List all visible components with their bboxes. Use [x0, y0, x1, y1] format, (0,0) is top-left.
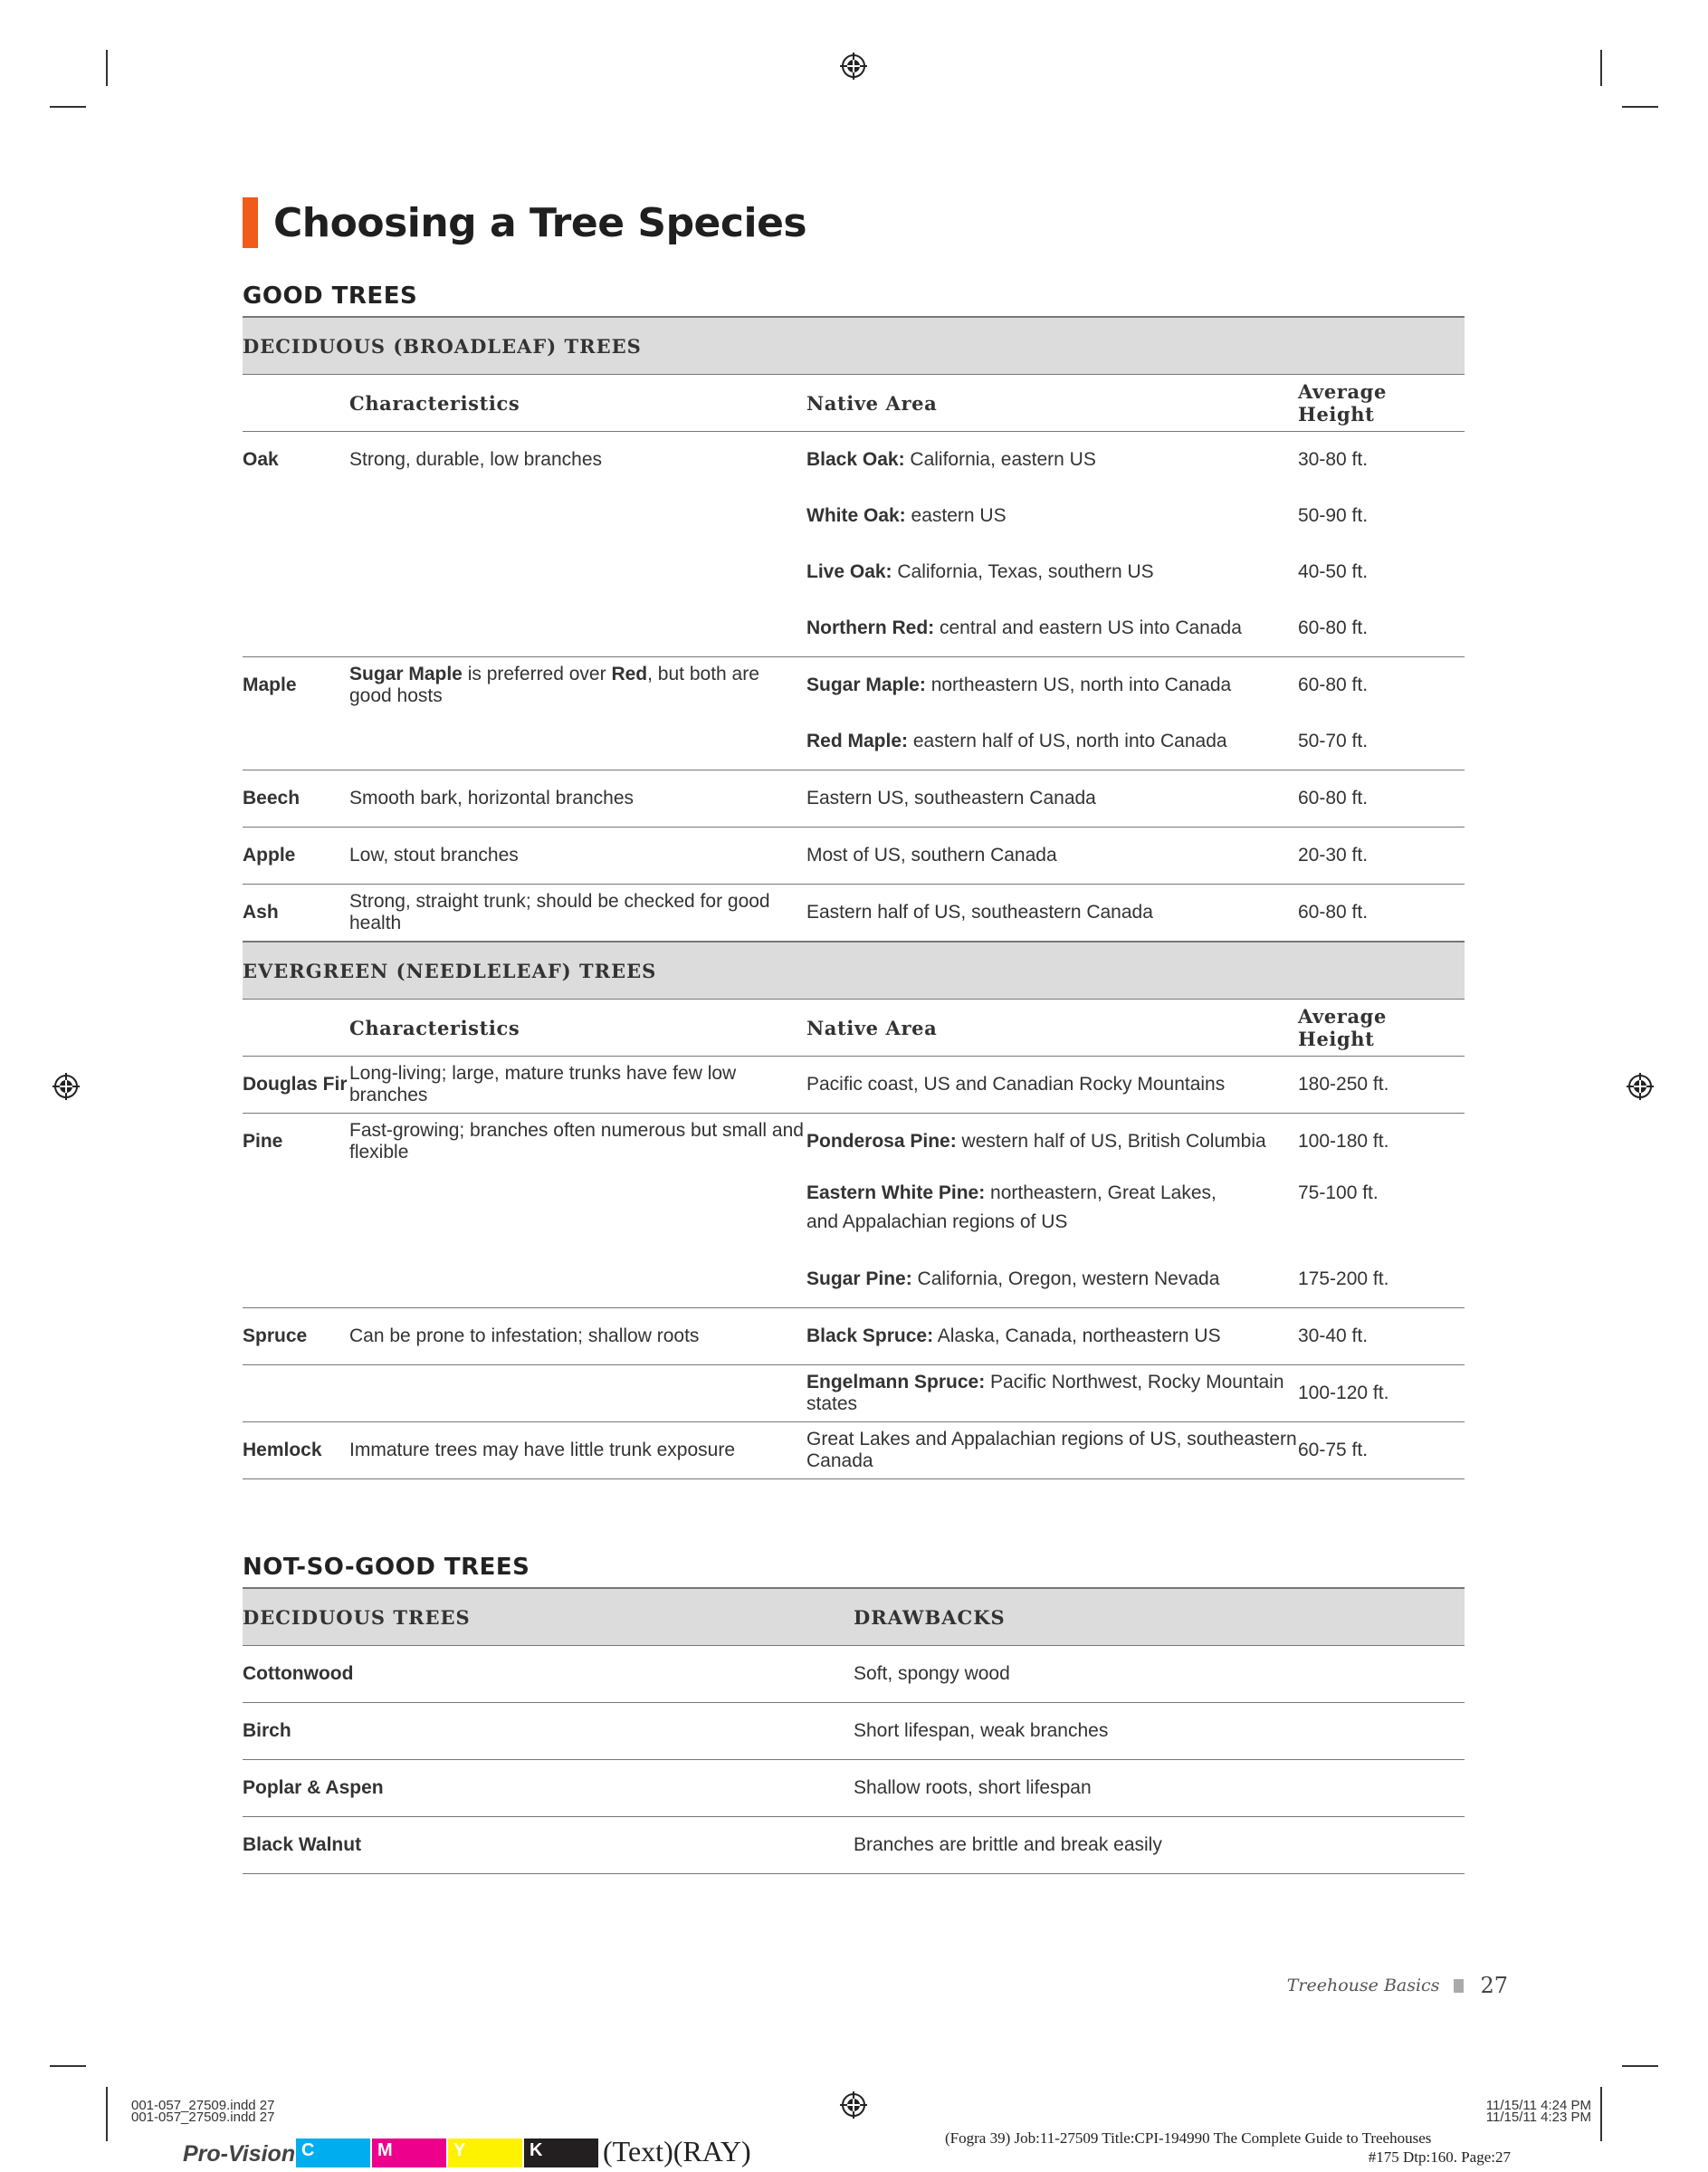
height-cell: 50-70 ft. — [1298, 731, 1369, 751]
crop-mark — [50, 106, 86, 108]
crop-mark — [1622, 106, 1658, 108]
height-cell: 60-80 ft. — [1298, 902, 1369, 923]
native-area-cell — [806, 505, 1298, 527]
slug-job-info: #175 Dtp:160. Page:27 — [1368, 2148, 1511, 2166]
native-area-cell: Most of US, southern Canada — [806, 845, 1057, 866]
tree-name: Douglas Fir — [243, 1074, 348, 1095]
height-cell: 20-30 ft. — [1298, 845, 1369, 866]
column-header: Average Height — [1298, 380, 1387, 426]
deciduous-broadleaf-table — [243, 316, 1465, 1479]
table-header-row — [243, 375, 1465, 432]
species-name: Black Oak: — [806, 449, 905, 470]
characteristics-cell: Immature trees may have little trunk exposure — [349, 1440, 736, 1460]
table-band: DECIDUOUS (BROADLEAF) TREES — [243, 316, 1465, 375]
tree-name: Oak — [243, 449, 279, 470]
column-header: Characteristics — [349, 1016, 520, 1039]
area-text: California, eastern US — [904, 449, 1096, 470]
area-text: eastern US — [905, 505, 1007, 526]
crop-mark — [1600, 50, 1602, 86]
tree-group-apple — [243, 828, 1465, 885]
species-name: Engelmann Spruce: — [806, 1372, 986, 1392]
table-row — [243, 657, 1465, 713]
height-cell: 75-100 ft. — [1298, 1182, 1379, 1203]
native-area-cell — [806, 1325, 1298, 1347]
tree-name: Apple — [243, 845, 296, 866]
table-row — [243, 1760, 1465, 1817]
tree-name: Spruce — [243, 1325, 308, 1346]
native-area-cell — [806, 1372, 1298, 1415]
table-row — [243, 488, 1465, 544]
characteristics-cell: Fast-growing; branches often numerous but small and flexible — [349, 1120, 804, 1163]
color-swatch-cyan — [296, 2139, 370, 2167]
slug-text-ray: (Text)(RAY) — [603, 2135, 751, 2167]
tree-group-pine — [243, 1114, 1465, 1308]
swatch-letter: K — [530, 2140, 543, 2160]
swatch-letter: Y — [453, 2140, 466, 2160]
tree-group-oak — [243, 432, 1465, 657]
native-area-cell — [806, 675, 1298, 696]
registration-mark-icon — [52, 1073, 80, 1100]
tree-group-maple — [243, 657, 1465, 770]
crop-mark — [106, 50, 108, 86]
height-cell: 175-200 ft. — [1298, 1268, 1389, 1289]
characteristics-cell: Long-living; large, mature trunks have few low branches — [349, 1063, 737, 1105]
footer-section-name: Treehouse Basics — [1286, 1976, 1440, 1995]
drawback-cell: Branches are brittle and break easily — [854, 1834, 1162, 1855]
area-text: Alaska, Canada, northeastern US — [933, 1325, 1221, 1346]
tree-name: Pine — [243, 1131, 283, 1152]
area-text: Pacific Northwest, Rocky Mountain states — [806, 1372, 1284, 1414]
table-band — [243, 1587, 1465, 1646]
tree-name: Ash — [243, 902, 279, 923]
tree-name: Maple — [243, 675, 297, 695]
height-cell: 100-180 ft. — [1298, 1131, 1389, 1152]
area-text: and Appalachian regions of US — [806, 1211, 1068, 1232]
native-area-cell — [806, 449, 1298, 471]
native-area-cell — [806, 617, 1298, 639]
color-swatch-yellow — [448, 2139, 522, 2167]
tree-name: Poplar & Aspen — [243, 1777, 384, 1798]
char-bold: Sugar Maple — [349, 664, 463, 684]
characteristics-cell: Strong, durable, low branches — [349, 449, 602, 470]
table-row — [243, 1817, 1465, 1874]
color-swatch-magenta — [372, 2139, 446, 2167]
page-number: 27 — [1480, 1973, 1508, 1998]
tree-name: Birch — [243, 1720, 291, 1741]
tree-group-hemlock — [243, 1422, 1465, 1479]
tree-group-beech — [243, 770, 1465, 828]
height-cell: 40-50 ft. — [1298, 561, 1369, 582]
height-cell: 100-120 ft. — [1298, 1383, 1389, 1403]
area-text: western half of US, British Columbia — [956, 1131, 1266, 1152]
tree-group-engelmann — [243, 1365, 1465, 1422]
height-cell: 60-80 ft. — [1298, 788, 1369, 809]
area-text: eastern half of US, north into Canada — [908, 731, 1227, 751]
slug-filename: 001-057_27509.indd 27 — [131, 2098, 275, 2113]
native-area-cell: Eastern half of US, southeastern Canada — [806, 902, 1153, 923]
registration-mark-icon — [840, 53, 867, 80]
not-so-good-trees-heading: NOT-SO-GOOD TREES — [243, 1554, 530, 1581]
area-text: central and eastern US into Canada — [934, 617, 1242, 638]
table-row — [243, 1251, 1465, 1307]
title-accent-bar — [243, 197, 258, 248]
species-name: Red Maple: — [806, 731, 909, 751]
height-cell: 30-80 ft. — [1298, 449, 1369, 470]
crop-mark — [1600, 2087, 1602, 2141]
table-row — [243, 1646, 1465, 1703]
footer-square-icon — [1454, 1979, 1464, 1993]
running-footer — [1287, 1973, 1508, 1998]
color-swatch-black — [524, 2139, 598, 2167]
area-text: northeastern, Great Lakes, — [985, 1182, 1217, 1203]
char-bold: Red — [611, 664, 648, 684]
char-text: , but both are good hosts — [349, 664, 759, 706]
table-row — [243, 1308, 1465, 1364]
column-header: DECIDUOUS TREES — [243, 1605, 471, 1629]
tree-group-spruce — [243, 1308, 1465, 1365]
native-area-cell: Eastern US, southeastern Canada — [806, 788, 1096, 809]
characteristics-cell — [349, 664, 806, 707]
native-area-cell — [806, 731, 1298, 752]
good-trees-heading: GOOD TREES — [243, 282, 418, 310]
table-row — [243, 770, 1465, 827]
table-row — [243, 713, 1465, 770]
characteristics-cell: Smooth bark, horizontal branches — [349, 788, 635, 809]
species-name: Eastern White Pine: — [806, 1182, 986, 1203]
species-name: Sugar Pine: — [806, 1268, 912, 1289]
tree-name: Cottonwood — [243, 1663, 354, 1684]
height-cell: 60-80 ft. — [1298, 675, 1369, 695]
native-area-cell: Pacific coast, US and Canadian Rocky Mountains — [806, 1074, 1226, 1095]
column-header: DRAWBACKS — [854, 1605, 1006, 1629]
tree-name: Black Walnut — [243, 1834, 362, 1855]
table-row — [243, 1057, 1465, 1113]
species-name: Black Spruce: — [806, 1325, 934, 1346]
native-area-cell — [806, 561, 1298, 583]
crop-mark — [1622, 2065, 1658, 2067]
characteristics-cell: Strong, straight trunk; should be checked for good health — [349, 891, 770, 933]
species-name: Live Oak: — [806, 561, 892, 582]
registration-mark-icon — [1627, 1073, 1654, 1100]
height-cell: 30-40 ft. — [1298, 1325, 1369, 1346]
slug-job-info: (Fogra 39) Job:11-27509 Title:CPI-194990 The Complete Guide to Treehouses — [945, 2129, 1432, 2147]
crop-mark — [106, 2087, 108, 2141]
column-header: Average Height — [1298, 1005, 1387, 1050]
table-row — [243, 600, 1465, 656]
table-row — [243, 1365, 1465, 1421]
page-title: Choosing a Tree Species — [273, 199, 807, 246]
table-row — [243, 828, 1465, 884]
species-name: Northern Red: — [806, 617, 935, 638]
column-header: Native Area — [806, 1016, 938, 1039]
native-area-cell — [806, 1131, 1298, 1153]
column-header: Characteristics — [349, 391, 520, 415]
table-row — [243, 1114, 1465, 1170]
not-so-good-table — [243, 1587, 1465, 1874]
species-name: Ponderosa Pine: — [806, 1131, 957, 1152]
table-band: EVERGREEN (NEEDLELEAF) TREES — [243, 941, 1465, 1000]
slug-date: 11/15/11 4:23 PM — [1485, 2110, 1591, 2125]
native-area-cell — [806, 1268, 1298, 1290]
crop-mark — [50, 2065, 86, 2067]
swatch-letter: C — [301, 2140, 315, 2160]
page-title-block — [243, 197, 806, 248]
table-row — [243, 1422, 1465, 1478]
registration-mark-icon — [840, 2091, 867, 2119]
slug-filename: 001-057_27509.indd 27 — [131, 2110, 275, 2125]
swatch-letter: M — [377, 2140, 393, 2160]
area-text: California, Texas, southern US — [892, 561, 1154, 582]
tree-name: Beech — [243, 788, 301, 809]
height-cell: 60-75 ft. — [1298, 1440, 1369, 1460]
drawback-cell: Soft, spongy wood — [854, 1663, 1010, 1684]
native-area-cell: Great Lakes and Appalachian regions of US, southeastern Canada — [806, 1429, 1297, 1471]
char-text: is preferred over — [462, 664, 612, 684]
species-name: Sugar Maple: — [806, 675, 926, 695]
height-cell: 180-250 ft. — [1298, 1074, 1389, 1095]
table-row — [243, 885, 1465, 941]
area-text: California, Oregon, western Nevada — [911, 1268, 1220, 1289]
pro-vision-logo: Pro-Vision — [183, 2141, 296, 2167]
table-row — [243, 1703, 1465, 1760]
characteristics-cell: Can be prone to infestation; shallow roots — [349, 1325, 700, 1346]
table-row — [243, 432, 1465, 488]
table-row — [243, 1170, 1465, 1251]
tree-name: Hemlock — [243, 1440, 322, 1460]
species-name: White Oak: — [806, 505, 906, 526]
column-header: Native Area — [806, 391, 938, 415]
area-text: northeastern US, north into Canada — [925, 675, 1232, 695]
native-area-cell — [806, 1179, 1298, 1237]
characteristics-cell: Low, stout branches — [349, 845, 519, 866]
drawback-cell: Short lifespan, weak branches — [854, 1720, 1109, 1741]
height-cell: 60-80 ft. — [1298, 617, 1369, 638]
table-header-row — [243, 1000, 1465, 1057]
height-cell: 50-90 ft. — [1298, 505, 1369, 526]
table-row — [243, 544, 1465, 600]
slug-date: 11/15/11 4:24 PM — [1485, 2098, 1591, 2113]
drawback-cell: Shallow roots, short lifespan — [854, 1777, 1092, 1798]
tree-group-douglas-fir — [243, 1057, 1465, 1114]
